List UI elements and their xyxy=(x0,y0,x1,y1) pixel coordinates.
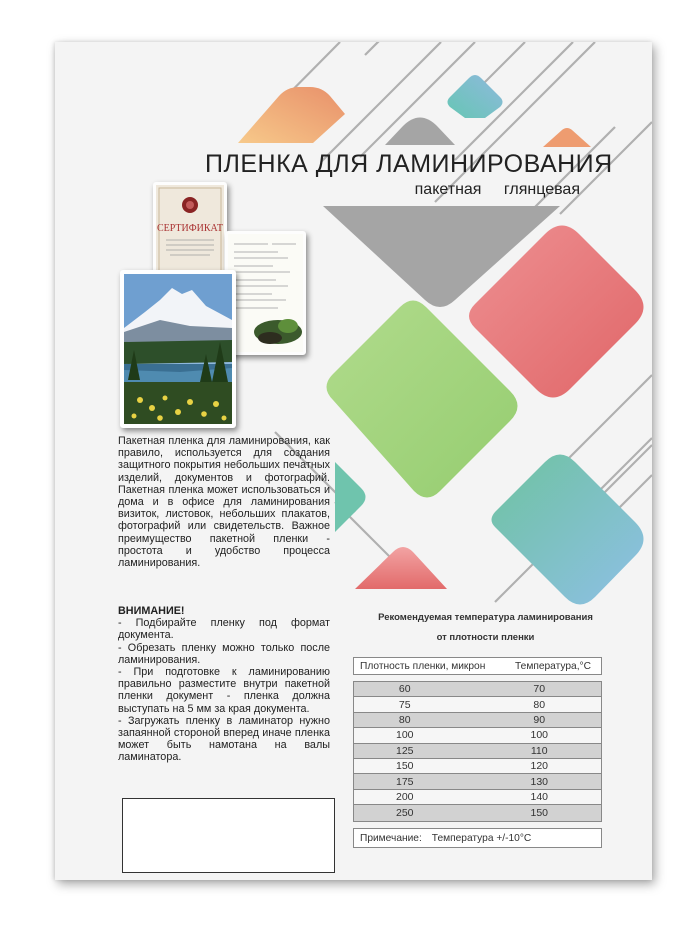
temperature-cell: 150 xyxy=(530,806,549,819)
column-header-temperature: Температура,°С xyxy=(515,660,591,672)
description-text: Пакетная пленка для ламинирования, как правило, используется для создания защитного покрытия небольших печатных изделий, документов и фотографий. Пакетная пленка может использоваться и дома и в офисе для ламинирования визиток, листовок, небольших плакатов, фотографий или свидетельств. Важное преимущество пакетной пленки - простота и удобство процесса ламинирования. xyxy=(118,435,330,570)
temperature-cell: 130 xyxy=(530,775,549,788)
table-title xyxy=(353,608,618,648)
temperature-cell: 90 xyxy=(533,713,546,726)
product-subtitle: пакетная глянцевая xyxy=(414,181,580,198)
menu-image xyxy=(225,231,306,355)
table-title-line2: от плотности пленки xyxy=(436,632,535,643)
table-row xyxy=(354,728,601,743)
temperature-cell: 110 xyxy=(530,744,548,757)
menu-illustration xyxy=(228,234,303,352)
thickness-cell: 125 xyxy=(395,744,414,757)
warning-item: - Загружать пленку в ламинатор нужно запаянной стороной вперед иначе пленка может быть намотана на валы ламинатора. xyxy=(118,714,330,764)
warning-item: - Обрезать пленку можно только после ламинирования. xyxy=(118,641,330,666)
red-small-shape xyxy=(355,547,447,589)
thickness-cell: 80 xyxy=(398,713,411,726)
table-note-text: Температура +/-10°С xyxy=(431,832,532,844)
table-row xyxy=(354,713,601,728)
temperature-table xyxy=(353,681,602,822)
orange-small-shape xyxy=(543,128,591,147)
product-title: ПЛЕНКА ДЛЯ ЛАМИНИРОВАНИЯ xyxy=(205,150,613,178)
thickness-cell: 75 xyxy=(398,698,411,711)
table-note xyxy=(353,828,602,848)
thickness-cell: 175 xyxy=(395,775,414,788)
teal-shape xyxy=(448,75,503,118)
product-sheet xyxy=(55,42,652,880)
table-row xyxy=(354,790,601,805)
table-row xyxy=(354,774,601,789)
warning-title: ВНИМАНИЕ! xyxy=(118,605,185,617)
temperature-cell: 140 xyxy=(530,790,549,803)
thickness-cell: 250 xyxy=(395,806,414,819)
warning-item: - При подготовке к ламинированию правильно разместите внутри пакетной пленки документ - пленка должна выступать на 5 мм за края документа. xyxy=(118,666,330,715)
blank-label-box xyxy=(122,798,335,873)
temperature-cell: 120 xyxy=(530,760,549,773)
temperature-cell: 80 xyxy=(533,698,546,711)
temperature-cell: 70 xyxy=(533,683,546,696)
landscape-illustration xyxy=(120,270,236,428)
table-row xyxy=(354,682,601,697)
warning-item: - Подбирайте пленку под формат документа. xyxy=(118,617,330,642)
table-row xyxy=(354,759,601,774)
column-header-thickness: Плотность пленки, микрон xyxy=(360,660,486,672)
thickness-cell: 150 xyxy=(395,760,414,773)
table-row xyxy=(354,744,601,759)
landscape-photo xyxy=(120,270,236,428)
thickness-cell: 100 xyxy=(395,729,414,742)
teal-left-shape xyxy=(335,462,366,532)
table-note-label: Примечание: xyxy=(360,832,422,844)
table-row xyxy=(354,697,601,712)
table-title-line1: Рекомендуемая температура ламинирования xyxy=(378,612,593,623)
warning-block xyxy=(118,605,330,764)
certificate-label: СЕРТИФИКАТ xyxy=(156,223,224,234)
thickness-cell: 60 xyxy=(398,683,411,696)
thickness-cell: 200 xyxy=(395,790,414,803)
temperature-cell: 100 xyxy=(530,729,549,742)
table-header xyxy=(353,657,602,675)
table-row xyxy=(354,805,601,820)
orange-shape xyxy=(238,87,345,143)
